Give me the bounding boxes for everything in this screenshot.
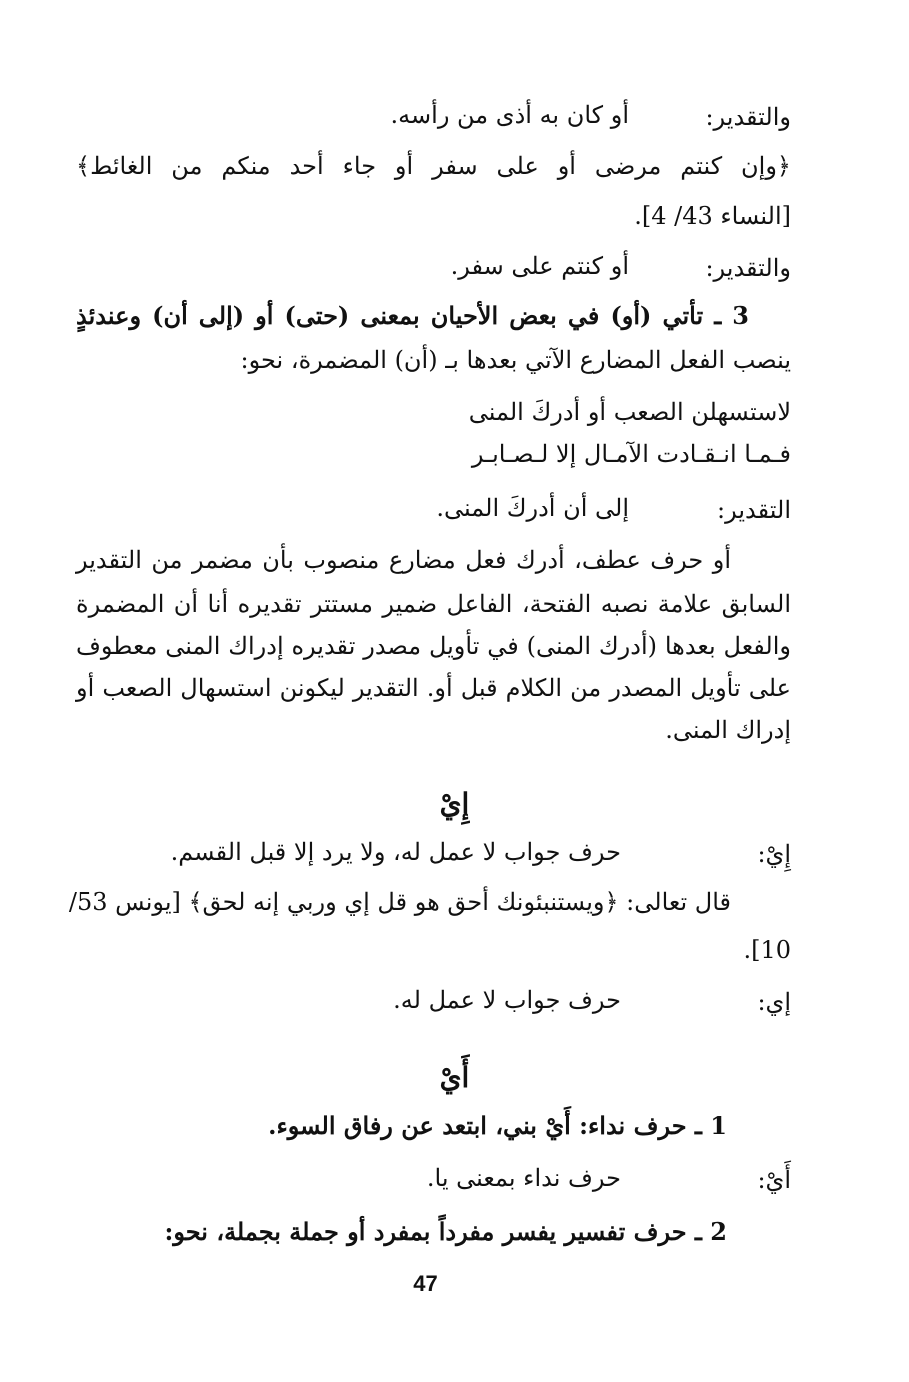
estimation-text: أو كنتم على سفر. <box>450 252 629 280</box>
paragraph-line: السابق علامة نصبه الفتحة، الفاعل ضمير مستتر تقديره أنا أن المضمرة <box>76 590 791 618</box>
entry-definition: حرف جواب لا عمل له، ولا يرد إلا قبل القسم. <box>170 838 621 866</box>
entry-label: أَيْ: <box>757 1166 791 1194</box>
verse-reference: 10]. <box>743 936 791 964</box>
section-3-line: ينصب الفعل المضارع الآتي بعدها بـ (أن) المضمرة، نحو: <box>240 346 791 374</box>
poem-verse-2: فـمـا انـقـادت الآمـال إلا لـصـابـر <box>471 440 791 468</box>
paragraph-line: إدراك المنى. <box>665 716 791 744</box>
quran-verse-line: ﴿وإن كنتم مرضى أو على سفر أو جاء أحد منكم من الغائط﴾ <box>76 152 791 180</box>
quote-line: قال تعالى: ﴿ويستنبئونك أحق هو قل إي وربي إنه لحق﴾ [يونس 53/ <box>68 888 731 916</box>
paragraph-line: على تأويل المصدر من الكلام قبل أو. التقدير ليكونن استسهال الصعب أو <box>76 674 791 702</box>
entry-label: إِيْ: <box>757 840 791 868</box>
entry-label: إي: <box>757 988 791 1016</box>
entry-definition: حرف جواب لا عمل له. <box>393 986 621 1014</box>
estimation-label: والتقدير: <box>705 103 791 131</box>
section-3-line: 3 ـ تأتي (أو) في بعض الأحيان بمعنى (حتى) أو (إلى أن) وعندئذٍ <box>76 301 749 330</box>
list-item: 1 ـ حرف نداء: أَيْ بني، ابتعد عن رفاق السوء. <box>268 1111 727 1140</box>
entry-definition: حرف نداء بمعنى يا. <box>426 1164 621 1192</box>
estimation-text: أو كان به أذى من رأسه. <box>390 101 629 129</box>
paragraph-line: والفعل بعدها (أدرك المنى) في تأويل مصدر تقديره إدراك المنى معطوف <box>76 632 791 660</box>
entry-heading: أَيْ <box>439 1061 470 1094</box>
verse-reference: [النساء 43/ 4]. <box>634 202 791 230</box>
estimation-label: والتقدير: <box>705 254 791 282</box>
estimation-label: التقدير: <box>717 496 791 524</box>
entry-heading: إِيْ <box>439 787 470 820</box>
estimation-text: إلى أن أدركَ المنى. <box>436 494 629 522</box>
list-item: 2 ـ حرف تفسير يفسر مفرداً بمفرد أو جملة بجملة، نحو: <box>164 1217 727 1246</box>
poem-verse-1: لاستسهلن الصعب أو أدركَ المنى <box>468 398 791 426</box>
paragraph-line: أو حرف عطف، أدرك فعل مضارع منصوب بأن مضمر من التقدير <box>76 546 731 574</box>
page-number: 47 <box>413 1271 438 1296</box>
